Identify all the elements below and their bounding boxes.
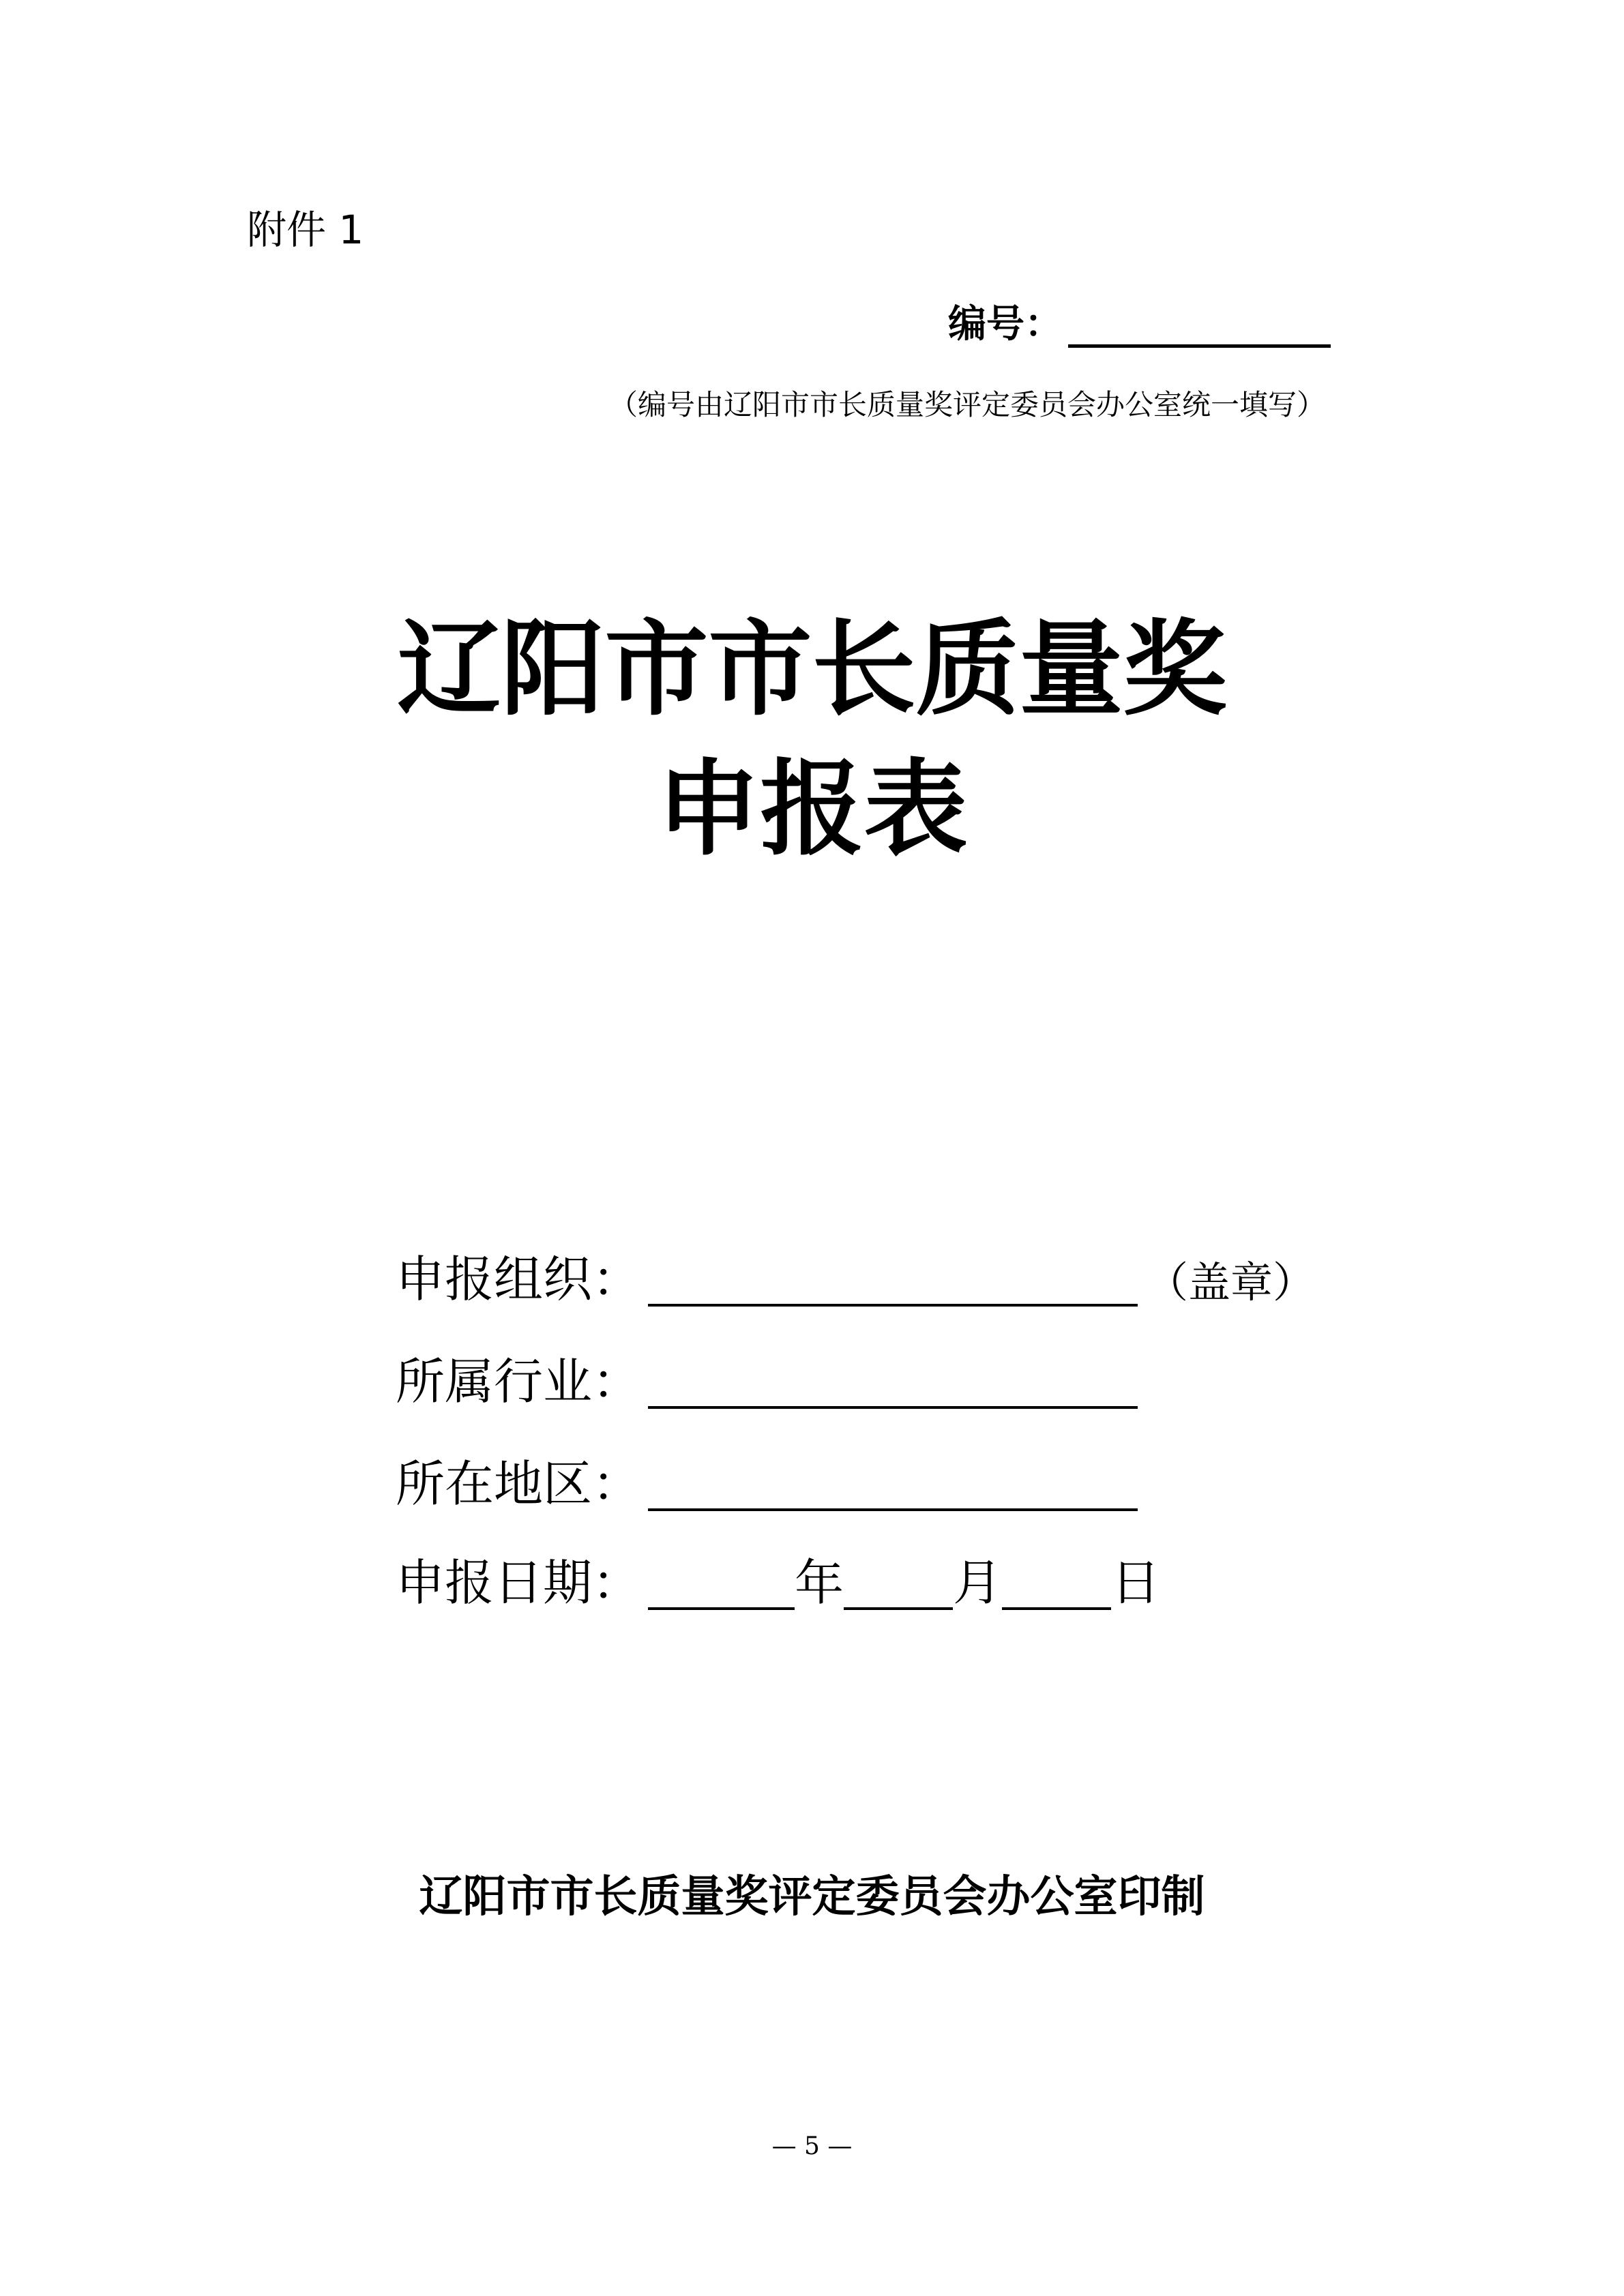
date-row — [396, 1554, 1161, 1611]
serial-number-label: 编号： — [948, 302, 1063, 346]
day-field[interactable] — [1002, 1607, 1111, 1610]
organization-row — [396, 1251, 1316, 1308]
organization-field[interactable] — [648, 1304, 1138, 1307]
document-title-line2: 申报表 — [656, 747, 968, 869]
region-field[interactable] — [648, 1508, 1138, 1511]
date-label: 申报日期： — [396, 1554, 642, 1611]
month-field[interactable] — [844, 1607, 953, 1610]
region-row — [396, 1455, 1138, 1512]
serial-number-field[interactable] — [1068, 344, 1331, 348]
day-unit: 日 — [1111, 1554, 1161, 1611]
serial-number-note: （编号由辽阳市市长质量奖评定委员会办公室统一填写） — [609, 388, 1326, 421]
attachment-label: 附件 1 — [247, 207, 364, 253]
year-unit: 年 — [795, 1554, 844, 1611]
industry-row — [396, 1353, 1138, 1410]
seal-note: （盖章） — [1146, 1257, 1316, 1307]
year-field[interactable] — [648, 1607, 795, 1610]
month-unit: 月 — [953, 1554, 1003, 1611]
industry-field[interactable] — [648, 1406, 1138, 1409]
page-number: — 5 — — [771, 2132, 853, 2160]
industry-label: 所属行业： — [396, 1353, 642, 1410]
issuer-footer: 辽阳市市长质量奖评定委员会办公室印制 — [419, 1872, 1205, 1922]
organization-label: 申报组织： — [396, 1251, 642, 1308]
region-label: 所在地区： — [396, 1455, 642, 1512]
document-title-line1: 辽阳市市长质量奖 — [397, 608, 1227, 730]
serial-number-row — [948, 302, 1331, 346]
